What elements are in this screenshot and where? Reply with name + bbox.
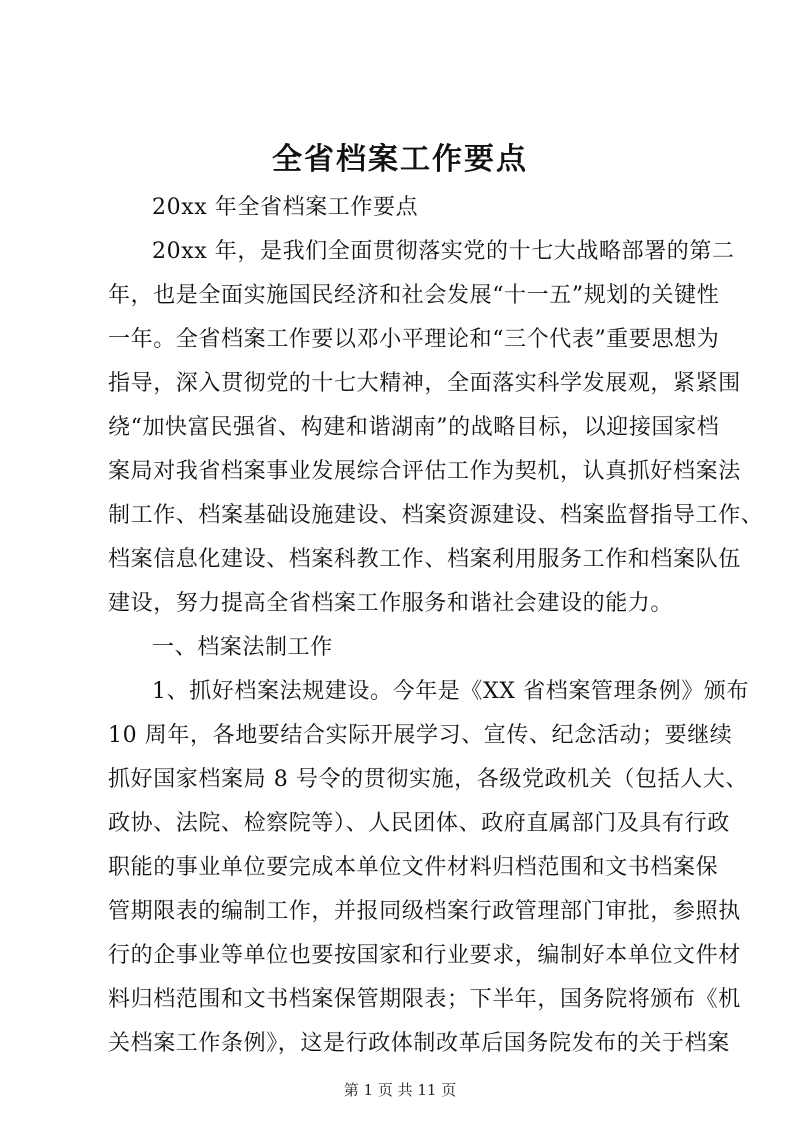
paragraph-line: 10 周年，各地要结合实际开展学习、宣传、纪念活动；要继续 — [108, 723, 733, 748]
paragraph-line: 案局对我省档案事业发展综合评估工作为契机，认真抓好档案法 — [108, 459, 741, 484]
section-paragraph — [108, 670, 750, 1066]
paragraph-line: 制工作、档案基础设施建设、档案资源建设、档案监督指导工作、 — [108, 503, 764, 528]
paragraph-line: 一年。全省档案工作要以邓小平理论和“三个代表”重要思想为 — [108, 327, 720, 352]
document-body — [108, 186, 764, 1066]
paragraph-line: 建设，努力提高全省档案工作服务和谐社会建设的能力。 — [108, 591, 674, 616]
paragraph-line: 料归档范围和文书档案保管期限表；下半年，国务院将颁布《机 — [108, 987, 741, 1012]
paragraph-line: 行的企事业等单位也要按国家和行业要求，编制好本单位文件材 — [108, 943, 741, 968]
page-number-footer: 第 1 页 共 11 页 — [343, 1081, 457, 1099]
intro-paragraph — [108, 230, 764, 626]
paragraph-line: 年，也是全面实施国民经济和社会发展“十一五”规划的关键性 — [108, 283, 720, 308]
paragraph-line: 管期限表的编制工作，并报同级档案行政管理部门审批，参照执 — [108, 899, 741, 924]
paragraph-line: 关档案工作条例》，这是行政体制改革后国务院发布的关于档案 — [108, 1031, 730, 1056]
paragraph-line: 绕“加快富民强省、构建和谐湖南”的战略目标，以迎接国家档 — [108, 415, 720, 440]
document-subtitle: 20xx 年全省档案工作要点 — [152, 195, 419, 220]
paragraph-line: 政协、法院、检察院等）、人民团体、政府直属部门及具有行政 — [108, 811, 730, 836]
paragraph-line: 1、抓好档案法规建设。今年是《XX 省档案管理条例》颁布 — [152, 679, 750, 704]
paragraph-line: 抓好国家档案局 8 号令的贯彻实施，各级党政机关（包括人大、 — [108, 767, 748, 792]
paragraph-line: 指导，深入贯彻党的十七大精神，全面落实科学发展观，紧紧围 — [108, 371, 741, 396]
paragraph-line: 20xx 年，是我们全面贯彻落实党的十七大战略部署的第二 — [152, 239, 735, 264]
document-title: 全省档案工作要点 — [272, 142, 528, 177]
paragraph-line: 职能的事业单位要完成本单位文件材料归档范围和文书档案保 — [108, 855, 719, 880]
paragraph-line: 档案信息化建设、档案科教工作、档案利用服务工作和档案队伍 — [108, 547, 741, 572]
section-heading: 一、档案法制工作 — [152, 635, 333, 660]
